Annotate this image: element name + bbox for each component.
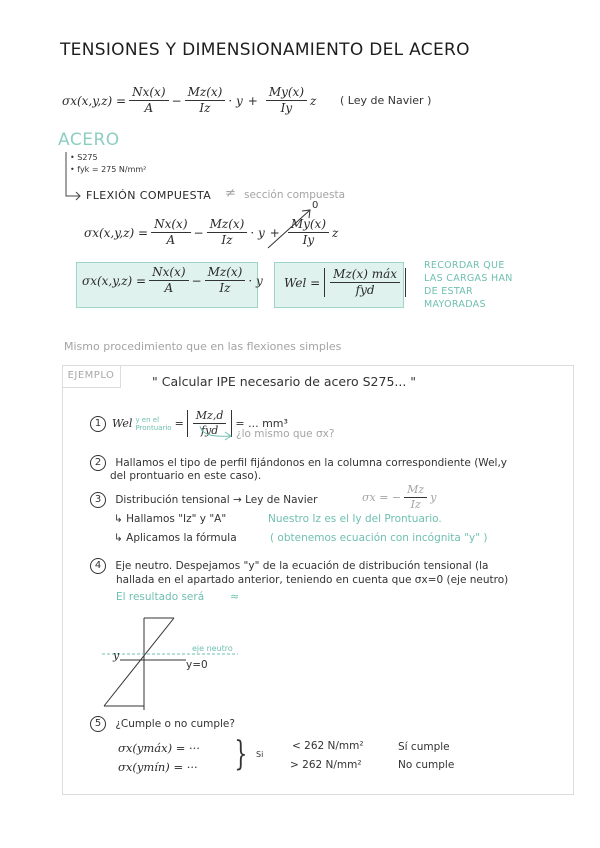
ejemplo-quote: " Calcular IPE necesario de acero S275... " <box>152 374 417 389</box>
step-1-arrow <box>196 424 236 444</box>
eje-neutro-label: eje neutro <box>192 644 233 653</box>
flexion-compuesta-label: FLEXIÓN COMPUESTA <box>86 189 212 202</box>
step-5-result2: No cumple <box>398 759 455 771</box>
step-5-row2: σx(ymín) = ··· <box>118 760 198 774</box>
step-5-result1: Sí cumple <box>398 741 450 753</box>
navier-term1: $\frac{Nx(x)}{A}$ <box>129 86 168 115</box>
cross-out-arrow <box>262 204 322 254</box>
step-3-formula: σx = − $\frac{Mz}{Iz}$ y <box>362 483 437 512</box>
page-title: TENSIONES Y DIMENSIONAMIENTO DEL ACERO <box>60 40 470 60</box>
step-5-brace: } <box>234 734 248 774</box>
diagram-y0-label: y=0 <box>186 659 208 671</box>
cross-out-zero: 0 <box>312 200 319 211</box>
stress-diagram <box>100 616 240 712</box>
formula-box-sigma-content: σx(x,y,z) = $\frac{Nx(x)}{A}$ − $\frac{Mz(x)}{Iz}$ · y <box>82 265 263 296</box>
step-5-cond1: < 262 N/mm² <box>292 740 364 752</box>
squiggle-icon: ≈ <box>230 590 240 603</box>
navier-term3: $\frac{My(x)}{Iy}$ <box>266 86 307 115</box>
ejemplo-tag: EJEMPLO <box>62 365 121 388</box>
step-3-sub1-note: Nuestro Iz es el Iy del Prontuario. <box>268 513 442 525</box>
step-2: 2 Hallamos el tipo de perfil fijándonos en la columna correspondiente (Wel,y <box>90 455 507 471</box>
step-4-result: El resultado será <box>116 591 205 603</box>
diagram-y-label: y <box>113 649 120 662</box>
step-4: 4 Eje neutro. Despejamos "y" de la ecuación de distribución tensional (la <box>90 558 488 574</box>
recordar-note: RECORDAR QUE LAS CARGAS HAN DE ESTAR MAYORADAS <box>424 260 513 310</box>
step-3-sub2: ↳ Aplicamos la fórmula <box>114 532 237 544</box>
step-3: 3 Distribución tensional → Ley de Navier <box>90 492 317 508</box>
step-5: 5 ¿Cumple o no cumple? <box>90 716 235 732</box>
step-4-cont: hallada en el apartado anterior, teniendo en cuenta que σx=0 (eje neutro) <box>116 574 509 586</box>
formula-box-wel-content: Wel = $\frac{\text{Mz(x) máx}}{\text{fyd}}$ <box>284 268 406 297</box>
step-1: 1 Wel y en el Prontuario = $\frac{Mz,d}{\text{fyd}}$ = ... mm³ <box>90 410 288 437</box>
crossed-term: $\frac{My(x)}{Iy}$ <box>288 218 329 247</box>
section-heading-acero: ACERO <box>58 130 120 150</box>
navier-lhs: σx(x,y,z) = <box>62 93 127 108</box>
step-3-sub2-note: ( obtenemos ecuación con incógnita "y" ) <box>270 532 488 544</box>
step-3-sub1: ↳ Hallamos "Iz" y "A" <box>114 513 227 525</box>
step-2-cont: del prontuario en este caso). <box>110 470 262 482</box>
step-5-cond2: > 262 N/mm² <box>290 759 362 771</box>
neq-symbol: ≠ <box>225 186 236 201</box>
seccion-compuesta-label: sección compuesta <box>244 189 346 201</box>
navier-term2: $\frac{Mz(x)}{Iz}$ <box>185 86 226 115</box>
step-1-question: ¿lo mismo que σx? <box>236 428 335 440</box>
acero-bullet-steel: • S275 <box>70 153 98 162</box>
mismo-procedimiento-note: Mismo procedimiento que en las flexiones simples <box>64 340 342 353</box>
flexion-equation: σx(x,y,z) = $\frac{Nx(x)}{A}$ − $\frac{Mz(x)}{Iz}$ · y + $\frac{My(x)}{Iy}$ z <box>84 217 339 248</box>
navier-label: ( Ley de Navier ) <box>340 94 432 107</box>
step-5-row1: σx(ymáx) = ··· <box>118 741 200 755</box>
acero-bullet-fyk: • fyk = 275 N/mm² <box>70 165 147 174</box>
navier-equation: σx(x,y,z) = $\frac{Nx(x)}{A}$ − $\frac{Mz(x)}{Iz}$ · y + $\frac{My(x)}{Iy}$ z <box>62 85 317 116</box>
step-5-si: Si <box>256 750 264 759</box>
